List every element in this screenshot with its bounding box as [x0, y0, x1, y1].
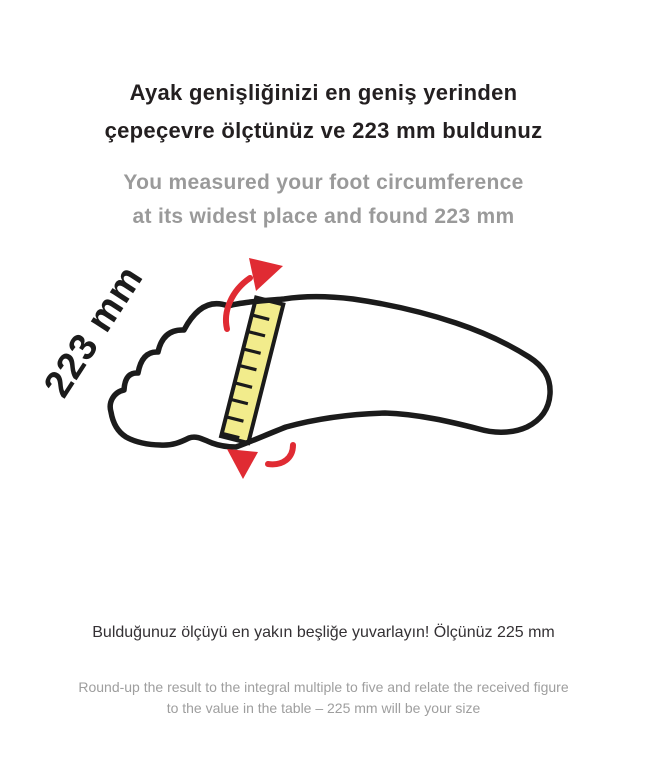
- measurement-label: 223 mm: [36, 258, 152, 405]
- footer-turkish: [0, 622, 647, 644]
- footer-english-line2: to the value in the table – 225 mm will be your size: [166, 700, 481, 716]
- heading-english-line1: You measured your foot circumference: [123, 171, 524, 194]
- heading-turkish-line1: Ayak genişliğinizi en geniş yerinden: [129, 80, 518, 105]
- footer-english-line1: Round-up the result to the integral multiple to five and relate the received figure: [78, 679, 569, 695]
- wrap-arrow-bottom-head-icon: [227, 449, 258, 479]
- wrap-arrow-bottom-arc: [268, 445, 293, 464]
- heading-turkish-line2: çepeçevre ölçtünüz ve 223 mm buldunuz: [104, 118, 543, 143]
- footer-english: [0, 677, 647, 719]
- heading-english-line2: at its widest place and found 223 mm: [132, 205, 515, 228]
- foot-silhouette: [110, 297, 550, 447]
- wrap-arrow-top-head-icon: [249, 258, 283, 291]
- footer-turkish-text: Bulduğunuz ölçüyü en yakın beşliğe yuvarlayın! Ölçünüz 225 mm: [92, 624, 555, 641]
